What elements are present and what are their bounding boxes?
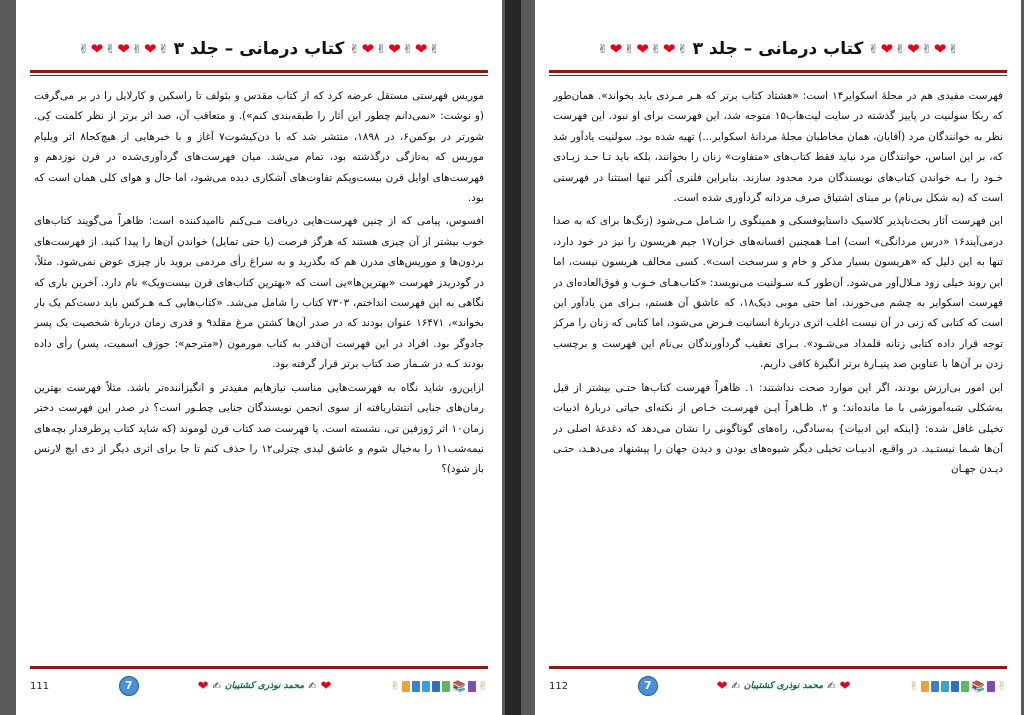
paragraph: موریس فهرستی مستقل عرضه کرد که از کتاب مقدس و بئولف تا راسکین و کارلایل را در بر می‌گرفت (و نوشت: «نمی‌دانم چطور این آثار را طبقه‌بندی کنم»). و متعاقب آن، صد اثر برتر از نظر کلمنت کِی. شورتر در بوکمن۶، در ۱۸۹۸، منتشر شد که با دن‌کیشوت۷ آغاز و با خبرهایی از هیچ‌کجا۸ اثر ویلیام موریس که به‌تازگی درگذشته بود، تمام می‌شد. میان فهرست‌های گردآوری‌شده در قرن نوزدهم و فهرست‌های اوایل قرن بیست‌ویکم تفاوت‌های آشکاری دیده می‌شود، اما حال و هوای کلی همان است که بود. — [34, 90, 484, 205]
footer-rule — [30, 666, 488, 669]
books-icon: 📚 — [971, 679, 985, 693]
victory-hand-icon: ✌ — [996, 679, 1007, 693]
heart-icon: ❤ — [716, 678, 728, 694]
victory-hand-icon: ✌ — [402, 42, 413, 56]
signature — [717, 679, 851, 694]
victory-hand-icon: ✌ — [429, 42, 440, 56]
author-name: محمد نوذری کشتیبان — [224, 681, 305, 691]
victory-hand-icon: ✌ — [78, 42, 89, 56]
author-name: محمد نوذری کشتیبان — [743, 681, 824, 691]
color-square — [951, 681, 959, 692]
victory-hand-icon: ✌ — [477, 679, 488, 693]
paragraph: ازاین‌رو، شاید نگاه به فهرست‌هایی مناسب نیازهایم مفیدتر و انگیزاننده‌تر باشد. مثلاً فهرست بهترین رمان‌های جنایی انتشاریافته از سوی انجمن نویسندگان جنایی چطـور است؟ در صدر این فهرست دختر زمان۱۰ اثر ژوزفین تی، نشسته است. یا فهرست صد کتاب قرن لوموند (که شاید کتاب پرطرفدار بچه‌های نیمه‌شب۱۱ را به‌خیال شوم و عاشق لیدی چترلی۱۲ را حذف کنم تا جا برای اثری دیگر از دی ایچ لارنس باز شود)؟ — [34, 381, 484, 476]
page-number: 112 — [549, 680, 569, 692]
color-square — [468, 681, 476, 692]
paragraph: افسوس، پیامی که از چنین فهرست‌هایی دریافت مـی‌کنم ناامیدکننده است: ظاهراً می‌گویند کتاب‌های خوب بیشتر از آن چیزی هستند که هرگز فرصت (یا حتی تمایل) خواندن آن‌ها را پیدا کنید. از فهرست‌های بردون‌ها و موریس‌های مدرن هم که بگذرید و به سراغ رأی مردمی بروید باز چیزی عوض نمی‌شود. مثلاً، در گودریدز فهرست «بهترین‌ها»یی است که «بهترین کتاب‌های قرن بیست‌ویک» نام دارد. آخرین باری که نگاهی به این فهرست انداختم، ۷۳۰۳ کتاب را شامل می‌شد. «کتاب‌هایی کـه هـرکس باید دست‌کم یک بار بخواند»، ۱۶۴۷۱ عنوان بودند که در صدر آن‌ها کشتن مرغ مقلد۹ و قدری رمان دربارهٔ شخصیت یک پسر جادوگر بود. افراد در این فهرست آن‌قدر به کتاب مورمون («مترجم»: جوزف اسمیت، پسر) رأی داده بودند کـه در شـمار صد کتاب برتر قرار گرفته بود. — [34, 215, 484, 371]
page-title: کتاب درمانی – جلد ۳ — [692, 39, 864, 59]
heart-icon: ❤ — [320, 678, 332, 694]
victory-hand-icon: ✌ — [105, 42, 116, 56]
page-right — [535, 0, 1021, 715]
body-text — [34, 86, 484, 645]
victory-hand-icon: ✌ — [390, 679, 401, 693]
page-left — [16, 0, 502, 715]
heart-icon: ❤ — [388, 40, 401, 58]
page-header — [16, 34, 502, 64]
header-rule — [549, 70, 1007, 73]
heart-icon: ❤ — [636, 40, 649, 58]
pen-icon: ✍ — [731, 680, 740, 692]
heart-icon: ❤ — [662, 40, 676, 58]
victory-hand-icon: ✌ — [624, 42, 635, 56]
header-rule-thin — [549, 75, 1007, 76]
victory-hand-icon: ✌ — [868, 42, 879, 56]
victory-hand-icon: ✌ — [909, 679, 920, 693]
pen-icon: ✍ — [827, 680, 836, 692]
color-square — [402, 681, 410, 692]
logo-icon: 7 — [638, 676, 658, 696]
heart-icon: ❤ — [414, 40, 428, 58]
heart-icon: ❤ — [907, 40, 920, 58]
heart-icon: ❤ — [361, 40, 375, 58]
heart-icon: ❤ — [609, 40, 623, 58]
victory-hand-icon: ✌ — [650, 42, 661, 56]
victory-hand-icon: ✌ — [376, 42, 387, 56]
victory-hand-icon: ✌ — [131, 42, 142, 56]
victory-hand-icon: ✌ — [349, 42, 360, 56]
victory-hand-icon: ✌ — [597, 42, 608, 56]
books-icon: 📚 — [452, 679, 466, 693]
page-header — [535, 34, 1021, 64]
color-square — [442, 681, 450, 692]
victory-hand-icon: ✌ — [677, 42, 688, 56]
paragraph: فهرست مفیدی هم در مجلهٔ اسکوایر۱۴ است: «هشتاد کتاب برتر که هـر مـردی باید بخواند». همان‌طور که ربکا سولنیت در پاییز گذشته در سایت لیت‌هاب۱۵ متوجه شد، این فهرست برای او نبود. این فهرست نظر به خوانندگان مرد (آقایان، همان مخاطبان مجلهٔ مردانهٔ اسکوایر...) تهیه شده بود. سولنیت یادآور شد که، بر این اساس، خوانندگان مرد نباید فقط کتاب‌های «متفاوت» زنان را بخوانند، بلکه باید تـا حـد زیـادی خـود را بـه خواندن کتاب‌های نویسندگان مرد محدود سازند. بنابراین فلنری اُکنر تنها استثنا در فهرستی است که (به شکل بی‌نام) بر مبنای اشتیاق صرف مردانه گردآوری شده است. — [553, 90, 1003, 205]
page-number: 111 — [30, 680, 50, 692]
victory-hand-icon: ✌ — [921, 42, 932, 56]
color-square — [422, 681, 430, 692]
color-squares — [390, 679, 488, 693]
page-gutter — [505, 0, 521, 715]
heart-icon: ❤ — [90, 40, 104, 58]
footer-rule — [549, 666, 1007, 669]
color-square — [961, 681, 969, 692]
pen-icon: ✍ — [212, 680, 221, 692]
page-footer — [30, 673, 488, 699]
victory-hand-icon: ✌ — [948, 42, 959, 56]
pen-icon: ✍ — [308, 680, 317, 692]
paragraph: این فهرست آثار بحث‌ناپذیر کلاسیک داستایوفسکی و همینگوی را شـامل مـی‌شود (زنگ‌ها برای که به صدا درمی‌آیند۱۶ «درس مردانگی» است) امـا همچنین افسانه‌های خزان۱۷ جیم هریسون را نیز در خود دارد، تنها به این دلیل که «هریسون بسیار مذکر و خام و سرسخت است». کسی مخالف هریسون نیست، اما این روند خیلی زود مـلال‌آور می‌شود. آن‌طور کـه سـولنیت می‌نویسد: «کتاب‌هـای خـوب و فوق‌العاده‌ای در فهرست اسکوایر به چشم می‌خورند، اما حتی موبی دیک۱۸، که عاشق آن هستم، بـرای من یادآور این است که کتابی که زنی در آن نیست اغلب اثری دربارهٔ انسانیت فـرض می‌شود، اما کتابی که زنان را مرکز توجه قرار داده کتابی زنانه قلمداد می‌شـود». بـرای تعقیب گردآورندگان بی‌نام این فهرست و برچسب زدن بر آن‌ها با عناوین صد پتیـارهٔ برتر انگیزهٔ کافی داریم. — [553, 215, 1003, 371]
color-square — [432, 681, 440, 692]
paragraph: این امور بی‌ارزش بودند، اگر این موارد صحت نداشتند: ۱. ظاهراً فهرست کتاب‌ها حتـی بیشتر از قبل به‌شکلی شبه‌آموزشی با ما مانده‌اند؛ و ۲. ظـاهراً ایـن فهرسـت خـاص از نکته‌ای حیاتی دربارهٔ ادبیات تخیلی غافل شده: {اینکه این ادبیات} به‌سادگی، راه‌های گوناگونی را نشان می‌دهد که دغدغهٔ اصلی در آن‌ها شـما نیستـید. در واقـع، ادبیـات تخیلی دیگر شیوه‌های بودن و دیدن جهان را پیشنهاد می‌دهـد، حتـی دیـدن جهـان — [553, 381, 1003, 476]
victory-hand-icon: ✌ — [158, 42, 169, 56]
body-text — [553, 86, 1003, 645]
page-title: کتاب درمانی – جلد ۳ — [173, 39, 345, 59]
color-square — [941, 681, 949, 692]
color-squares — [909, 679, 1007, 693]
logo-icon: 7 — [119, 676, 139, 696]
heart-icon: ❤ — [143, 40, 157, 58]
victory-hand-icon: ✌ — [895, 42, 906, 56]
color-square — [412, 681, 420, 692]
heart-icon: ❤ — [839, 678, 851, 694]
signature — [198, 679, 332, 694]
color-square — [931, 681, 939, 692]
header-rule — [30, 70, 488, 73]
header-rule-thin — [30, 75, 488, 76]
heart-icon: ❤ — [117, 40, 130, 58]
heart-icon: ❤ — [880, 40, 894, 58]
page-footer — [549, 673, 1007, 699]
color-square — [921, 681, 929, 692]
heart-icon: ❤ — [933, 40, 947, 58]
color-square — [987, 681, 995, 692]
heart-icon: ❤ — [197, 678, 209, 694]
